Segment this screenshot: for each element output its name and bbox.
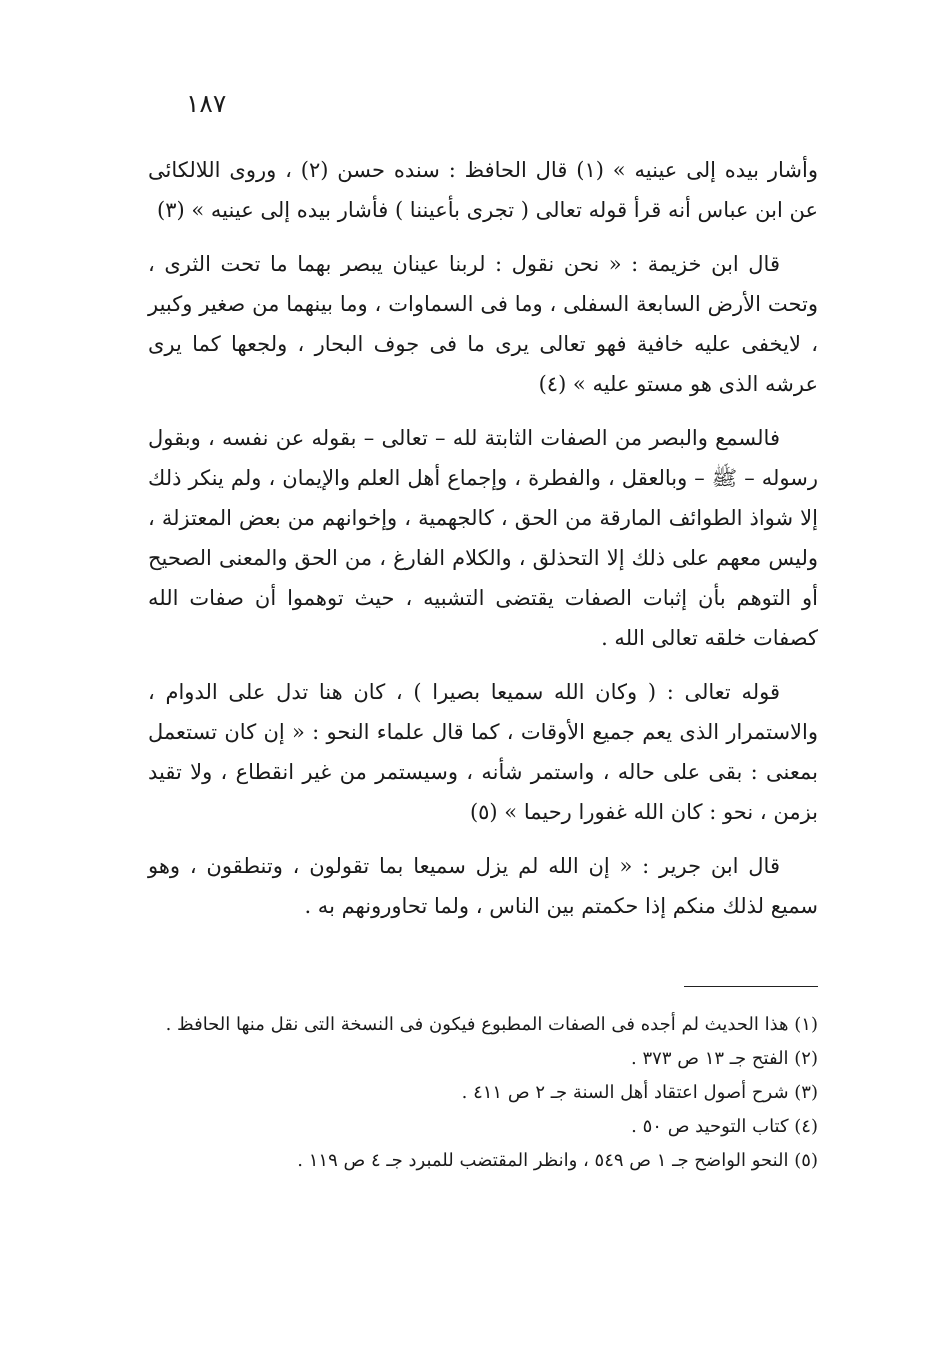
paragraph-5: قال ابن جرير : « إن الله لم يزل سميعا بما تقولون ، وتنطقون ، وهو سميع لذلك منكم إذا حكمتم بين الناس ، ولما تحاورونهم به .: [148, 854, 818, 918]
paragraph-2: قال ابن خزيمة : « نحن نقول : لربنا عينان يبصر بهما ما تحت الثرى ، وتحت الأرض السابعة السفلى ، وما فى السماوات ، وما بينهما من صغير وكبير ، لايخفى عليه خافية فهو تعالى يرى ما فى جوف البحار ، ولجعها كما يرى عرشه الذى هو مستو عليه » (٤): [148, 252, 818, 396]
footnote-5: (٥) النحو الواضح جـ ١ ص ٥٤٩ ، وانظر المقتضب للمبرد جـ ٤ ص ١١٩ .: [297, 1150, 818, 1171]
main-text: [148, 150, 818, 926]
paragraph-1: وأشار بيده إلى عينيه » (١) قال الحافظ : سنده حسن (٢) ، وروى اللالكائى عن ابن عباس أنه قرأ قوله تعالى ( تجرى بأعيننا ) فأشار بيده إلى عينيه » (٣): [148, 158, 818, 222]
page-number: ١٨٧: [186, 89, 227, 118]
paragraph-3: فالسمع والبصر من الصفات الثابتة لله – تعالى – بقوله عن نفسه ، وبقول رسوله – ﷺ – وبالعقل ، والفطرة ، وإجماع أهل العلم والإيمان ، ولم ينكر ذلك إلا شواذ الطوائف المارقة من الحق ، كالجهمية ، وإخوانهم من بعض المعتزلة ، وليس معهم على ذلك إلا التحذلق ، والكلام الفارغ ، من الحق والمعنى الصحيح أو التوهم بأن إثبات الصفات يقتضى التشبيه ، حيث توهموا أن صفات الله كصفات خلقه تعالى الله .: [148, 426, 818, 650]
footnotes: [148, 1008, 818, 1178]
footnote-1: (١) هذا الحديث لم أجده فى الصفات المطبوع فيكون فى النسخة التى نقل منها الحافظ .: [165, 1014, 818, 1035]
footnote-2: (٢) الفتح جـ ١٣ ص ٣٧٣ .: [631, 1048, 818, 1069]
footnote-divider: [684, 986, 818, 987]
footnote-4: (٤) كتاب التوحيد ص ٥٠ .: [631, 1116, 818, 1137]
paragraph-4: قوله تعالى : ( وكان الله سميعا بصيرا ) ، كان هنا تدل على الدوام ، والاستمرار الذى يعم جميع الأوقات ، كما قال علماء النحو : « إن كان تستعمل بمعنى : بقى على حاله ، واستمر شأنه ، وسيستمر من غير انقطاع ، ولا تقيد بزمن ، نحو : كان الله غفورا رحيما » (٥): [148, 680, 818, 824]
footnote-3: (٣) شرح أصول اعتقاد أهل السنة جـ ٢ ص ٤١١ .: [461, 1082, 818, 1103]
